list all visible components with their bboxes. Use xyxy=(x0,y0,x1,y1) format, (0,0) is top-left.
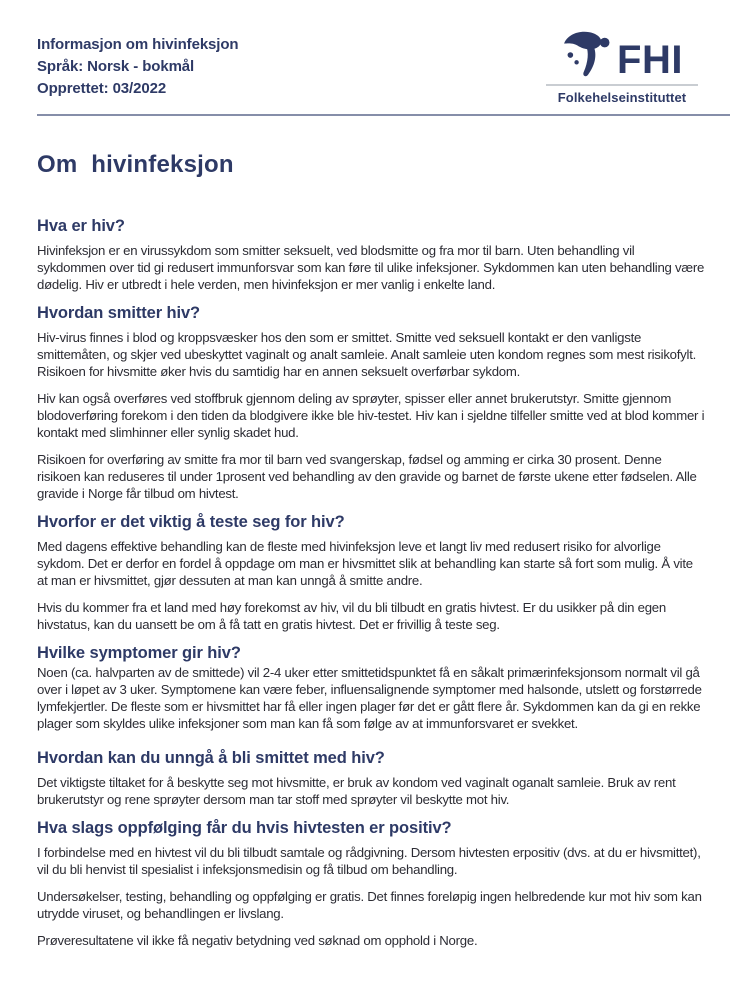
paragraph: Hiv-virus finnes i blod og kroppsvæsker hos den som er smittet. Smitte ved seksuell kontakt er den vanligste smittemåten, og skjer ved ubeskyttet vaginalt og analt samleie. Analt samleie uten kondom regnes som mest risikofylt. Risikoen for hivsmitte øker hvis du samtidig har en annen seksuelt overførbar sykdom. xyxy=(37,330,697,379)
fhi-logo-divider xyxy=(546,84,698,86)
document-meta xyxy=(37,34,239,100)
page-title: Om hivinfeksjon xyxy=(37,151,234,178)
section-heading: Hva slags oppfølging får du hvis hivtesten er positiv? xyxy=(37,819,452,837)
section-heading: Hvordan smitter hiv? xyxy=(37,304,201,322)
document-body xyxy=(0,116,736,949)
fhi-logo-mark-icon xyxy=(561,30,613,78)
fhi-logo-org-name: Folkehelseinstituttet xyxy=(557,90,687,105)
document-language-line: Språk: Norsk - bokmål xyxy=(37,58,195,75)
fhi-logo xyxy=(546,30,698,105)
paragraph: Hvis du kommer fra et land med høy forekomst av hiv, vil du bli tilbudt en gratis hivtest. Er du usikker på din egen hivstatus, kan du uansett be om å få tatt en gratis hivtest. Det er frivillig å teste seg. xyxy=(37,600,666,632)
paragraph: Prøveresultatene vil ikke få negativ betydning ved søknad om opphold i Norge. xyxy=(37,933,478,948)
document-subject-line: Informasjon om hivinfeksjon xyxy=(37,36,239,53)
paragraph: Det viktigste tiltaket for å beskytte seg mot hivsmitte, er bruk av kondom ved vaginalt oganalt samleie. Bruk av rent brukerutstyr og rene sprøyter dersom man tar stoff med sprøyter vil beskytte mot hiv. xyxy=(37,775,676,807)
paragraph: Noen (ca. halvparten av de smittede) vil 2-4 uker etter smittetidspunktet få en såkalt primærinfeksjonsom normalt vil gå over i løpet av 3 uker. Symptomene kan være feber, influensalignende symptomer med halsonde, utslett og forstørrede lymfekjertler. De fleste som er hivsmittet har få eller ingen plager før det er gått flere år. Sykdommen kan da gi en rekke plager som skyldes ulike infeksjoner som man kan få som følge av at immunforsvaret er svekket. xyxy=(37,665,702,731)
section-heading: Hvorfor er det viktig å teste seg for hiv? xyxy=(37,513,345,531)
page-header xyxy=(0,0,736,105)
sections-container xyxy=(37,216,706,949)
fhi-logo-top xyxy=(561,30,683,80)
paragraph: Hiv kan også overføres ved stoffbruk gjennom deling av sprøyter, spisser eller annet brukerutstyr. Smitte gjennom blodoverføring forekom i den tiden da blodgivere ikke ble hiv-testet. Hiv kan i sjeldne tilfeller smitte ved at blod kommer i kontakt med slimhinner eller synlig skadet hud. xyxy=(37,391,705,440)
paragraph: Med dagens effektive behandling kan de fleste med hivinfeksjon leve et langt liv med redusert risiko for alvorlige sykdom. Det er derfor en fordel å oppdage om man er hivsmittet slik at behandling kan starte så fort som mulig. Å vite at man er hivsmittet, gjør dessuten at man kan unngå å smitte andre. xyxy=(37,539,693,588)
paragraph: Risikoen for overføring av smitte fra mor til barn ved svangerskap, fødsel og amming er cirka 30 prosent. Denne risikoen kan reduseres til under 1prosent ved behandling av den gravide og barnet de første ukene etter fødselen. Alle gravide i Norge får tilbud om hivtest. xyxy=(37,452,697,501)
fhi-logo-acronym: FHI xyxy=(617,38,683,82)
section-heading: Hvordan kan du unngå å bli smittet med hiv? xyxy=(37,749,385,767)
paragraph: I forbindelse med en hivtest vil du bli tilbudt samtale og rådgivning. Dersom hivtesten erpositiv (dvs. at du er hivsmittet), vil du bli henvist til spesialist i infeksjonsmedisin og få tilbud om behandling. xyxy=(37,845,701,877)
document-created-line: Opprettet: 03/2022 xyxy=(37,80,167,97)
section-heading: Hva er hiv? xyxy=(37,217,125,235)
paragraph: Hivinfeksjon er en virussykdom som smitter seksuelt, ved blodsmitte og fra mor til barn. Uten behandling vil sykdommen over tid gi redusert immunforsvar som kan føre til ulike infeksjoner. Sykdommen kan uten behandling være dødelig. Hiv er utbredt i hele verden, men hivinfeksjon er mer vanlig i enkelte land. xyxy=(37,243,705,292)
paragraph: Undersøkelser, testing, behandling og oppfølging er gratis. Det finnes foreløpig ingen helbredende kur mot hiv som kan utrydde viruset, og behandlingen er livslang. xyxy=(37,889,702,921)
section-heading: Hvilke symptomer gir hiv? xyxy=(37,644,241,662)
